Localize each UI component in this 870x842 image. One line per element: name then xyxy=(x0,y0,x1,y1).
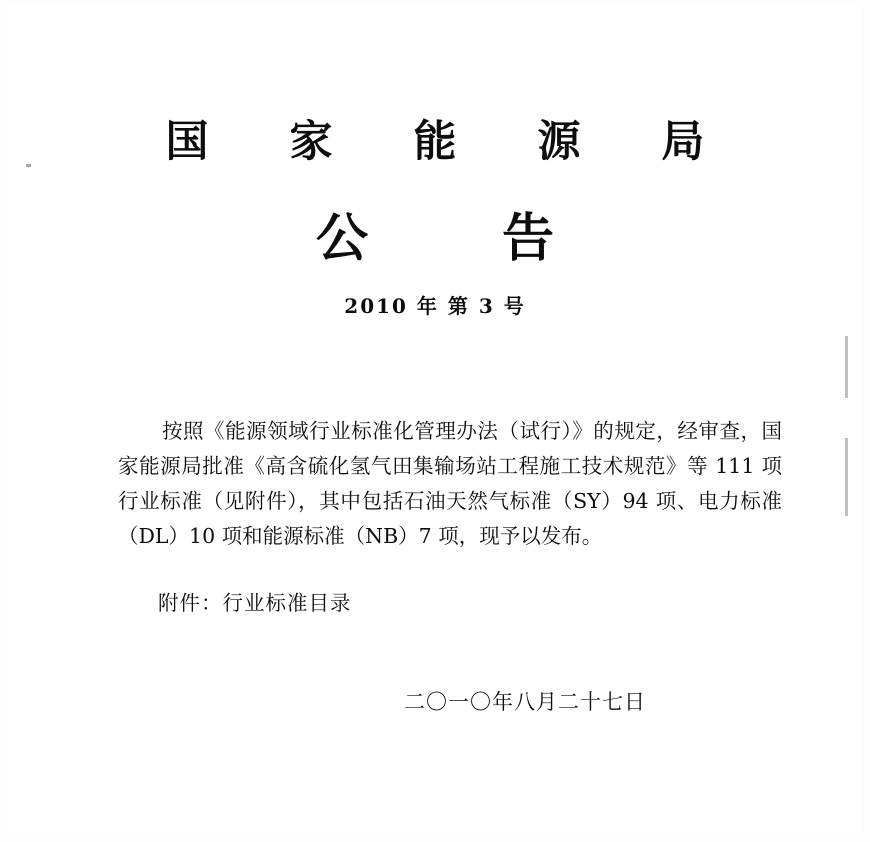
issue-date: 二〇一〇年八月二十七日 xyxy=(404,690,646,714)
body-paragraph: 按照《能源领域行业标准化管理办法（试行）》的规定，经审查，国家能源局批准《高含硫化氢气田集输场站工程施工技术规范》等 111 项行业标准（见附件），其中包括石油天然气标准（SY）94 项、电力标准（DL）10 项和能源标准（NB）7 项，现予以发布。 xyxy=(118,419,782,548)
document-number: 2010 年 第 3 号 xyxy=(344,294,526,318)
scan-artifact-right-top xyxy=(845,336,848,398)
document-type-heading: 公 告 xyxy=(315,208,613,269)
scan-artifact-right-bottom xyxy=(845,438,848,516)
issuing-authority-title: 国 家 能 源 局 xyxy=(165,117,738,167)
attachment-line: 附件：行业标准目录 xyxy=(158,591,352,615)
issue-date-line xyxy=(0,686,870,716)
document-body xyxy=(118,414,782,554)
